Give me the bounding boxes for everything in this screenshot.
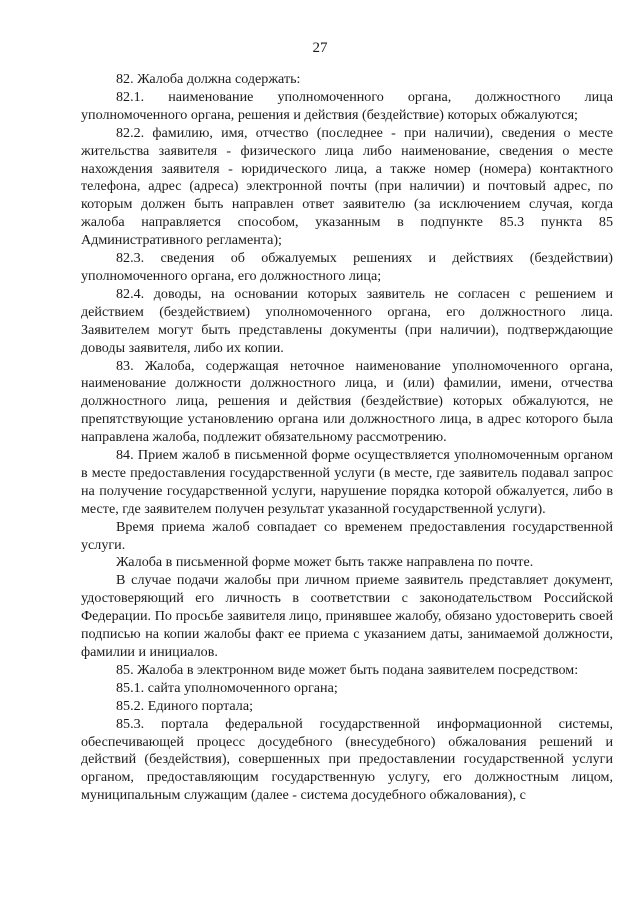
- paragraph-84-personal: В случае подачи жалобы при личном приеме заявитель представляет документ, удостоверяющий его личность в соответствии с законодательством Российской Федерации. По просьбе заявителя лицо, принявшее жалобу, обязано удостоверить своей подписью на копии жалобы факт ее приема с указанием даты, занимаемой должности, фамилии и инициалов.: [81, 572, 613, 660]
- paragraph-84-post: Жалоба в письменной форме может быть также направлена по почте.: [116, 554, 534, 571]
- page-number: 27: [312, 40, 328, 56]
- paragraph-82: 82. Жалоба должна содержать:: [116, 71, 301, 87]
- paragraph-85-2: 85.2. Единого портала;: [116, 697, 253, 714]
- paragraph-84: 84. Прием жалоб в письменной форме осуществляется уполномоченным органом в месте предоставления государственной услуги (в месте, где заявитель подавал запрос на получение государственной услуги, нарушение порядка которой обжалуется, либо в месте, где заявителем получен результат указанной государственной услуги).: [81, 447, 613, 517]
- document-body: [81, 71, 613, 805]
- paragraph-85-3: 85.3. портала федеральной государственной информационной системы, обеспечивающей процесс досудебного (внесудебного) обжалования решений и действий (бездействия), совершенных при предоставлении государственной услуги органом, предоставляющим государственную услугу, его должностным лицом, муниципальным служащим (далее - система досудебного обжалования), с: [81, 715, 613, 804]
- paragraph-85: 85. Жалоба в электронном виде может быть подана заявителем посредством:: [116, 661, 579, 678]
- paragraph-82-3: 82.3. сведения об обжалуемых решениях и действиях (бездействии) уполномоченного органа, его должностного лица;: [81, 250, 613, 284]
- paragraph-82-2: 82.2. фамилию, имя, отчество (последнее - при наличии), сведения о месте жительства заявителя - физического лица либо наименование, сведения о месте нахождения заявителя - юридического лица, а также номер (номера) контактного телефона, адрес (адреса) электронной почты (при наличии) и почтовый адрес, по которым должен быть направлен ответ заявителю (за исключением случая, когда жалоба направляется способом, указанным в подпункте 85.3 пункта 85 Административного регламента);: [81, 124, 613, 249]
- paragraph-82-4: 82.4. доводы, на основании которых заявитель не согласен с решением и действием (бездействием) уполномоченного органа, его должностного лица. Заявителем могут быть представлены документы (при наличии), подтверждающие доводы заявителя, либо их копии.: [81, 285, 613, 356]
- paragraph-83: 83. Жалоба, содержащая неточное наименование уполномоченного органа, наименование должности должностного лица, и (или) фамилии, имени, отчества должностного лица, решения и действия (бездействие) которых обжалуются, не препятствующие установлению органа или должностного лица, в адрес которого была направлена жалоба, подлежит обязательному рассмотрению.: [81, 357, 613, 446]
- paragraph-84-time: Время приема жалоб совпадает со временем предоставления государственной услуги.: [81, 518, 613, 553]
- paragraph-85-1: 85.1. сайта уполномоченного органа;: [116, 679, 338, 696]
- paragraph-82-1: 82.1. наименование уполномоченного органа, должностного лица уполномоченного органа, решения и действия (бездействие) которых обжалуются;: [81, 88, 613, 123]
